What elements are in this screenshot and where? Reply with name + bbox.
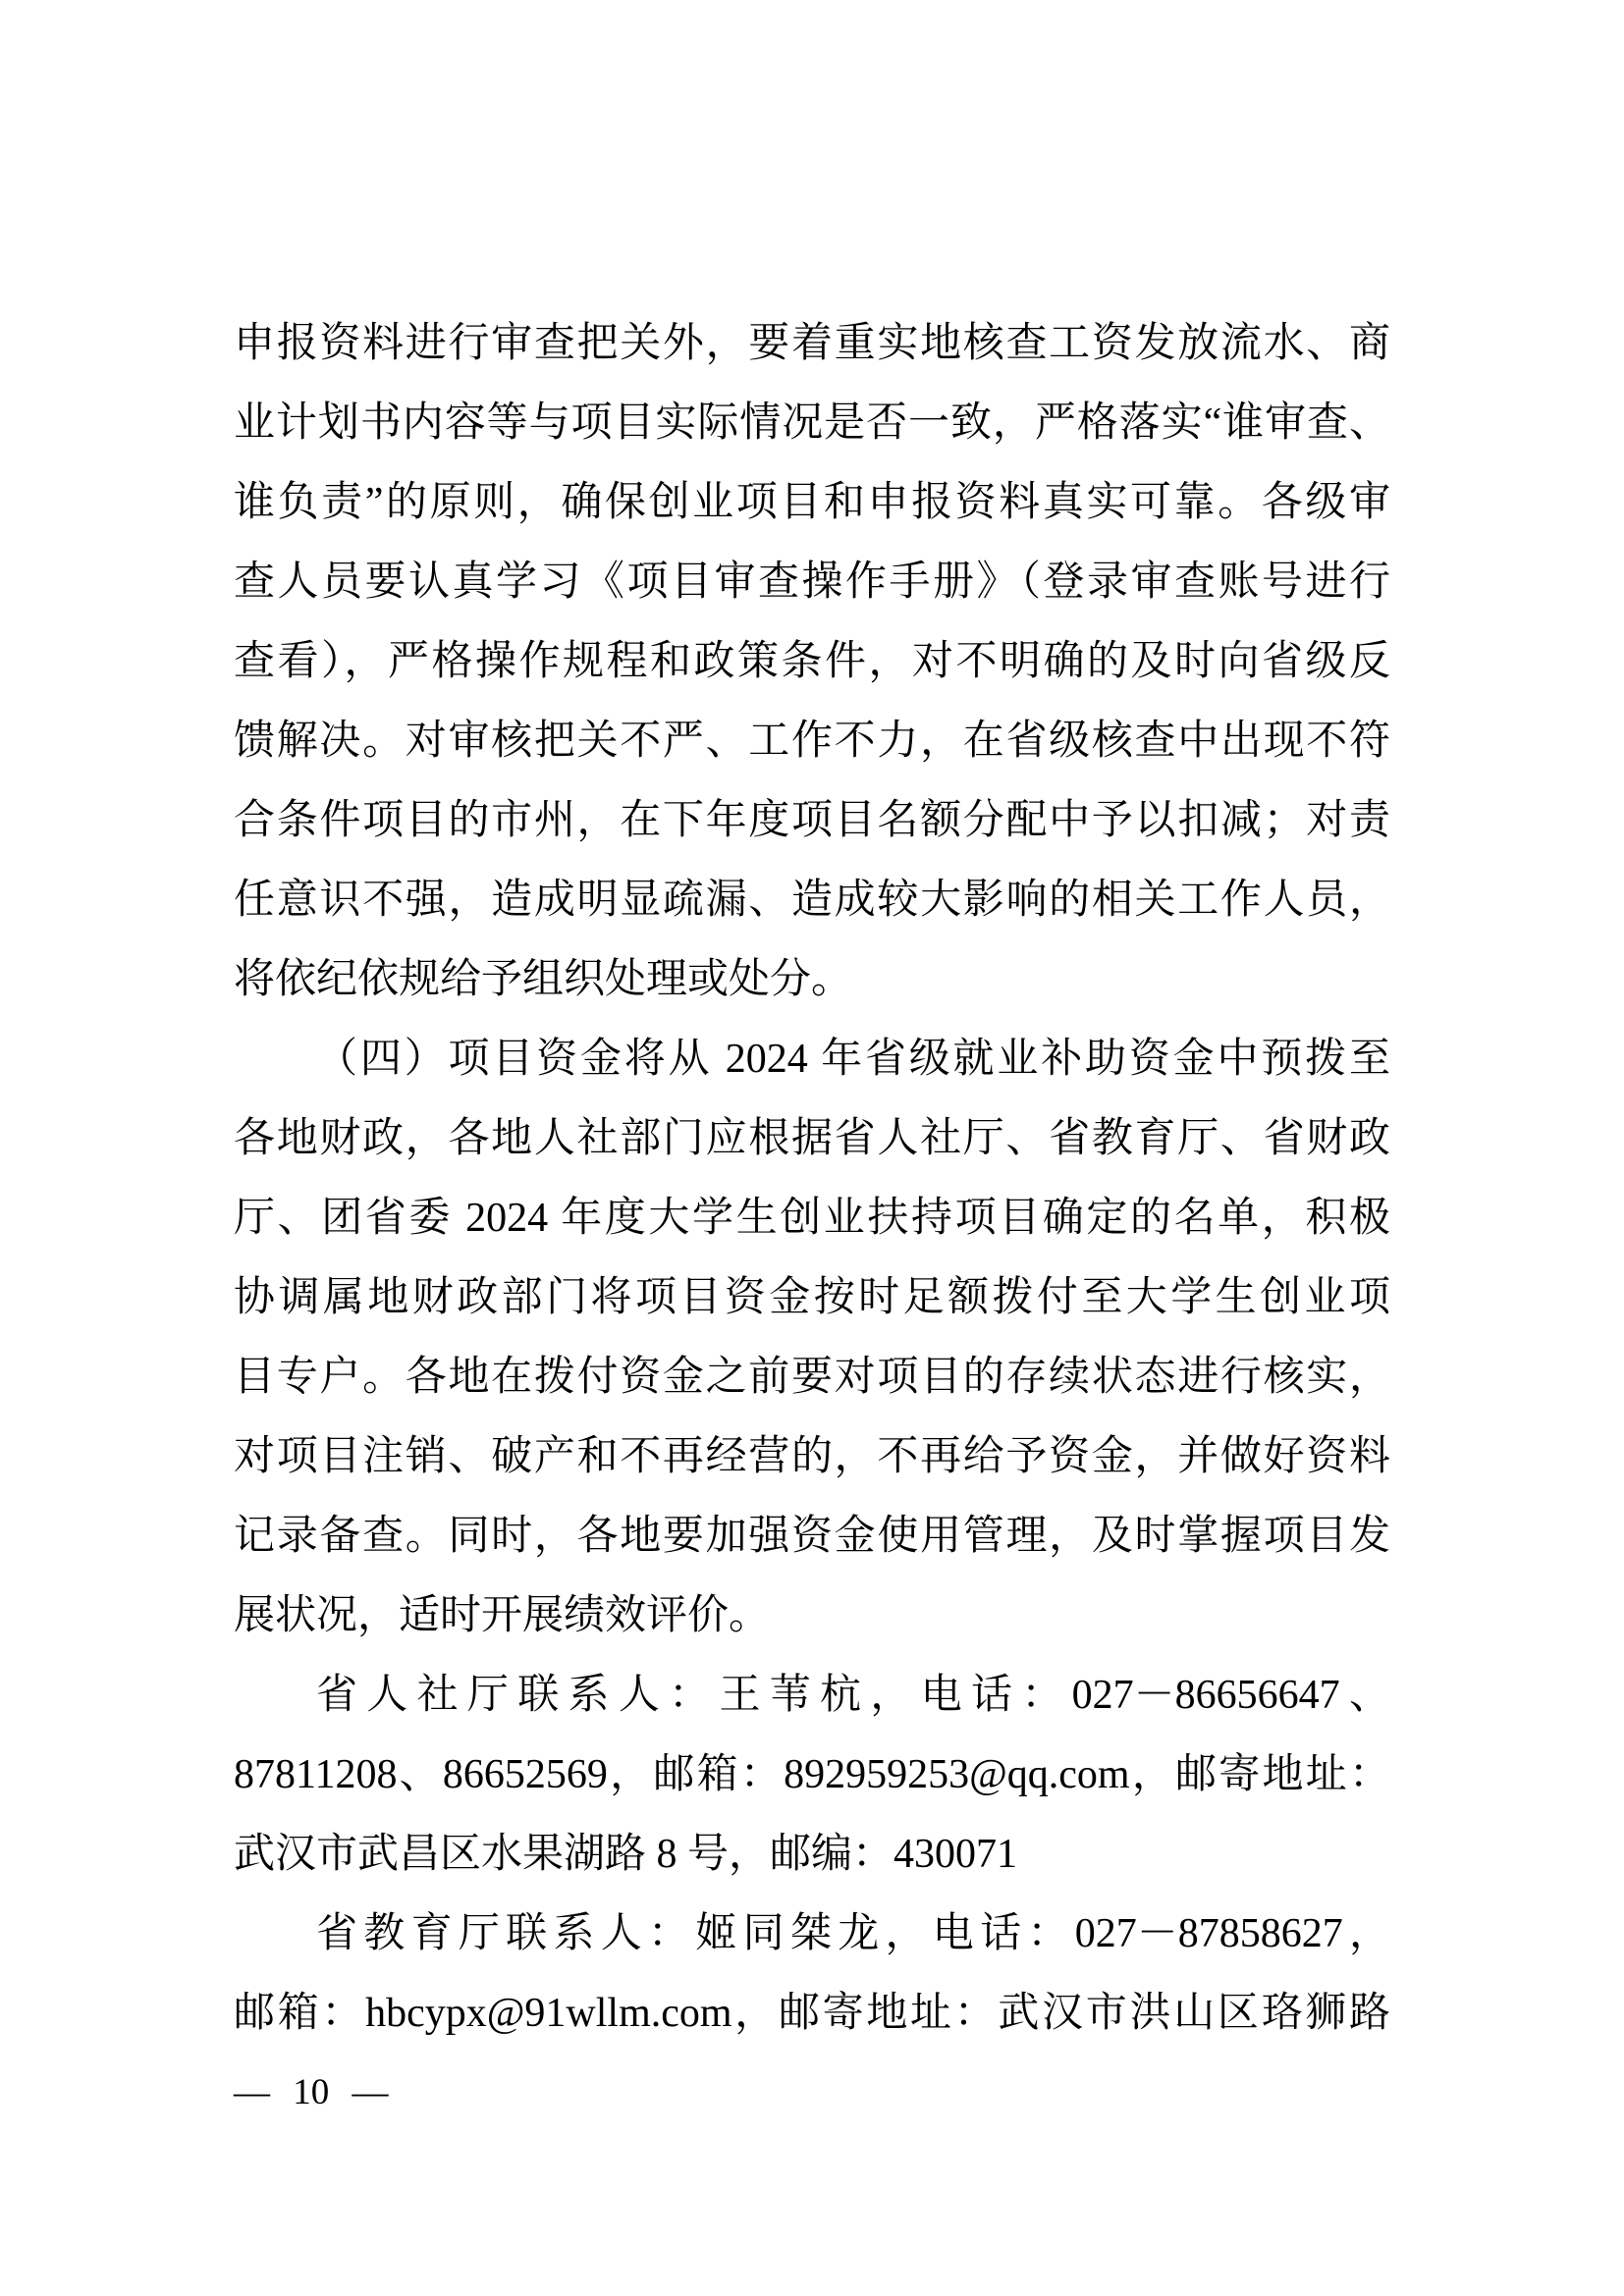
text-line-08: 任意识不强，造成明显疏漏、造成较大影响的相关工作人员， [234,878,1390,923]
text-line-22: 邮箱：hbcypx@91wllm.com，邮寄地址：武汉市洪山区珞狮路 [234,1991,1390,2036]
text-line-02: 业计划书内容等与项目实际情况是否一致，严格落实“谁审查、 [234,400,1390,446]
text-line-01: 申报资料进行审查把关外，要着重实地核查工资发放流水、商 [234,321,1390,366]
text-line-15: 对项目注销、破产和不再经营的，不再给予资金，并做好资料 [234,1434,1390,1479]
text-line-05: 查看），严格操作规程和政策条件，对不明确的及时向省级反 [234,639,1390,684]
text-line-19: 87811208、86652569，邮箱：892959253@qq.com，邮寄地址： [234,1752,1390,1797]
text-line-10: （四）项目资金将从 2024 年省级就业补助资金中预拨至 [316,1037,1390,1082]
page-number: — 10 — [234,2072,389,2112]
text-line-16: 记录备查。同时，各地要加强资金使用管理，及时掌握项目发 [234,1514,1390,1559]
text-line-18: 省人社厅联系人：王苇杭，电话：027－86656647、 [316,1673,1390,1718]
text-line-13: 协调属地财政部门将项目资金按时足额拨付至大学生创业项 [234,1275,1390,1320]
text-line-03: 谁负责”的原则，确保创业项目和申报资料真实可靠。各级审 [234,480,1390,525]
text-line-17: 展状况，适时开展绩效评价。 [234,1593,771,1638]
text-line-20: 武汉市武昌区水果湖路 8 号，邮编：430071 [234,1832,1018,1877]
text-line-14: 目专户。各地在拨付资金之前要对项目的存续状态进行核实， [234,1355,1390,1400]
text-line-04: 查人员要认真学习《项目审查操作手册》（登录审查账号进行 [234,560,1390,605]
text-line-12: 厅、团省委 2024 年度大学生创业扶持项目确定的名单，积极 [234,1196,1390,1241]
text-line-21: 省教育厅联系人：姬同桀龙，电话：027－87858627， [316,1911,1390,1956]
text-line-09: 将依纪依规给予组织处理或处分。 [234,957,853,1002]
document-text-block [234,304,1390,2054]
text-line-06: 馈解决。对审核把关不严、工作不力，在省级核查中出现不符 [234,719,1390,764]
text-line-07: 合条件项目的市州，在下年度项目名额分配中予以扣减；对责 [234,798,1390,843]
text-line-11: 各地财政，各地人社部门应根据省人社厅、省教育厅、省财政 [234,1116,1390,1161]
